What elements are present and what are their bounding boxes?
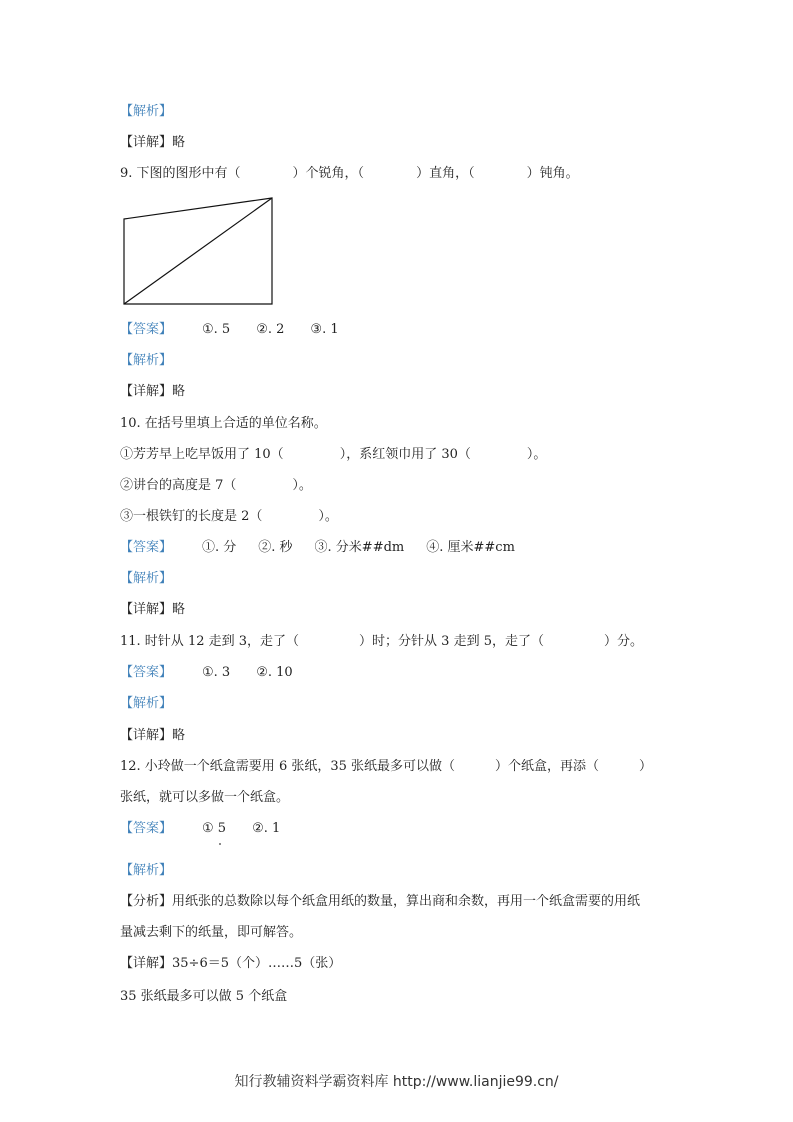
q12-answer-1: ① 5: [202, 821, 227, 836]
question-11: [120, 633, 643, 651]
q10-answer-4: ④. 厘米##cm: [426, 540, 515, 555]
stray-dot: [219, 843, 221, 845]
daan-label: 【答案】: [120, 665, 173, 680]
answer-q12: [120, 820, 280, 838]
q10-s2-text-2: ）。: [292, 478, 312, 493]
q10-sub-1: [120, 446, 546, 464]
q9-text-2: ）个锐角，（: [292, 166, 365, 181]
detail-line-q9: [120, 383, 185, 401]
answer-q9: [120, 321, 339, 339]
xiangjie-label: 【详解】: [120, 384, 173, 399]
daan-label: 【答案】: [120, 322, 173, 337]
fenxi-label: 【分析】: [120, 894, 173, 909]
q10-s2-text-1: ②讲台的高度是 7（: [120, 478, 237, 493]
answer-q11: [120, 664, 293, 682]
quadrilateral-figure: [118, 192, 278, 308]
detail-line-q11: [120, 727, 185, 745]
xiangjie-label: 【详解】: [120, 602, 173, 617]
q12-text-1: 12. 小玲做一个纸盒需要用 6 张纸，35 张纸最多可以做（: [120, 759, 456, 774]
q11-text-2: ）时；分针从 3 走到 5，走了（: [359, 634, 544, 649]
q10-s1-text-2: ），系红领巾用了 30（: [339, 447, 471, 462]
q11-text-1: 11. 时针从 12 走到 3，走了（: [120, 634, 300, 649]
figure-diagonal: [124, 198, 272, 304]
detail-line-q10: [120, 601, 185, 619]
q12-text-3: ）: [639, 759, 653, 774]
q9-answer-1: ①. 5: [202, 322, 231, 337]
q10-answer-2: ②. 秒: [258, 540, 293, 555]
q9-answer-2: ②. 2: [256, 322, 285, 337]
analysis-text-1: 用纸张的总数除以每个纸盒用纸的数量，算出商和余数，再用一个纸盒需要的用纸: [172, 894, 641, 909]
question-12: [120, 758, 652, 776]
q9-text-4: ）钝角。: [526, 166, 579, 181]
q10-s3-text-2: ）。: [318, 509, 338, 524]
q10-s1-text-1: ①芳芳早上吃早饭用了 10（: [120, 447, 284, 462]
detail-text: 略: [172, 384, 186, 399]
xiangjie-label: 【详解】: [120, 135, 173, 150]
jiexi-label-q12: 【解析】: [120, 863, 173, 878]
daan-label: 【答案】: [120, 821, 173, 836]
analysis-line-1: [120, 893, 640, 911]
q11-answer-2: ②. 10: [256, 665, 293, 680]
q9-text-1: 9. 下图的图形中有（: [120, 166, 241, 181]
detail-text: 略: [172, 602, 186, 617]
question-9: [120, 165, 579, 183]
q11-text-3: ）分。: [603, 634, 643, 649]
analysis-line-2: 量减去剩下的纸量，即可解答。: [120, 925, 303, 940]
footer-watermark: 知行教辅资料学霸资料库 http://www.lianjie99.cn/: [234, 1074, 559, 1090]
detail-text: 35÷6＝5（个）……5（张）: [172, 956, 342, 971]
detail-line-q8: [120, 134, 185, 152]
q10-answer-1: ①. 分: [202, 540, 237, 555]
q10-sub-2: [120, 477, 312, 495]
q12-text-2: ）个纸盒，再添（: [495, 759, 600, 774]
q11-answer-1: ①. 3: [202, 665, 231, 680]
jiexi-label-q9: 【解析】: [120, 353, 173, 368]
detail-line-q12: [120, 955, 341, 973]
conclusion-line: 35 张纸最多可以做 5 个纸盒: [120, 989, 288, 1004]
detail-text: 略: [172, 135, 186, 150]
daan-label: 【答案】: [120, 540, 173, 555]
q10-s1-text-3: ）。: [526, 447, 547, 462]
jiexi-label-q11: 【解析】: [120, 696, 173, 711]
xiangjie-label: 【详解】: [120, 728, 173, 743]
q12-answer-2: ②. 1: [252, 821, 281, 836]
q9-answer-3: ③. 1: [310, 322, 339, 337]
answer-q10: [120, 539, 515, 557]
q10-sub-3: [120, 508, 338, 526]
detail-text: 略: [172, 728, 186, 743]
q9-text-3: ）直角，（: [416, 166, 475, 181]
xiangjie-label: 【详解】: [120, 956, 173, 971]
question-10: 10. 在括号里填上合适的单位名称。: [120, 416, 327, 431]
jiexi-label-q8: 【解析】: [120, 104, 173, 119]
q12-line-2: 张纸，就可以多做一个纸盒。: [120, 790, 290, 805]
q10-s3-text-1: ③一根铁钉的长度是 2（: [120, 509, 263, 524]
q10-answer-3: ③. 分米##dm: [314, 540, 405, 555]
jiexi-label-q10: 【解析】: [120, 571, 173, 586]
